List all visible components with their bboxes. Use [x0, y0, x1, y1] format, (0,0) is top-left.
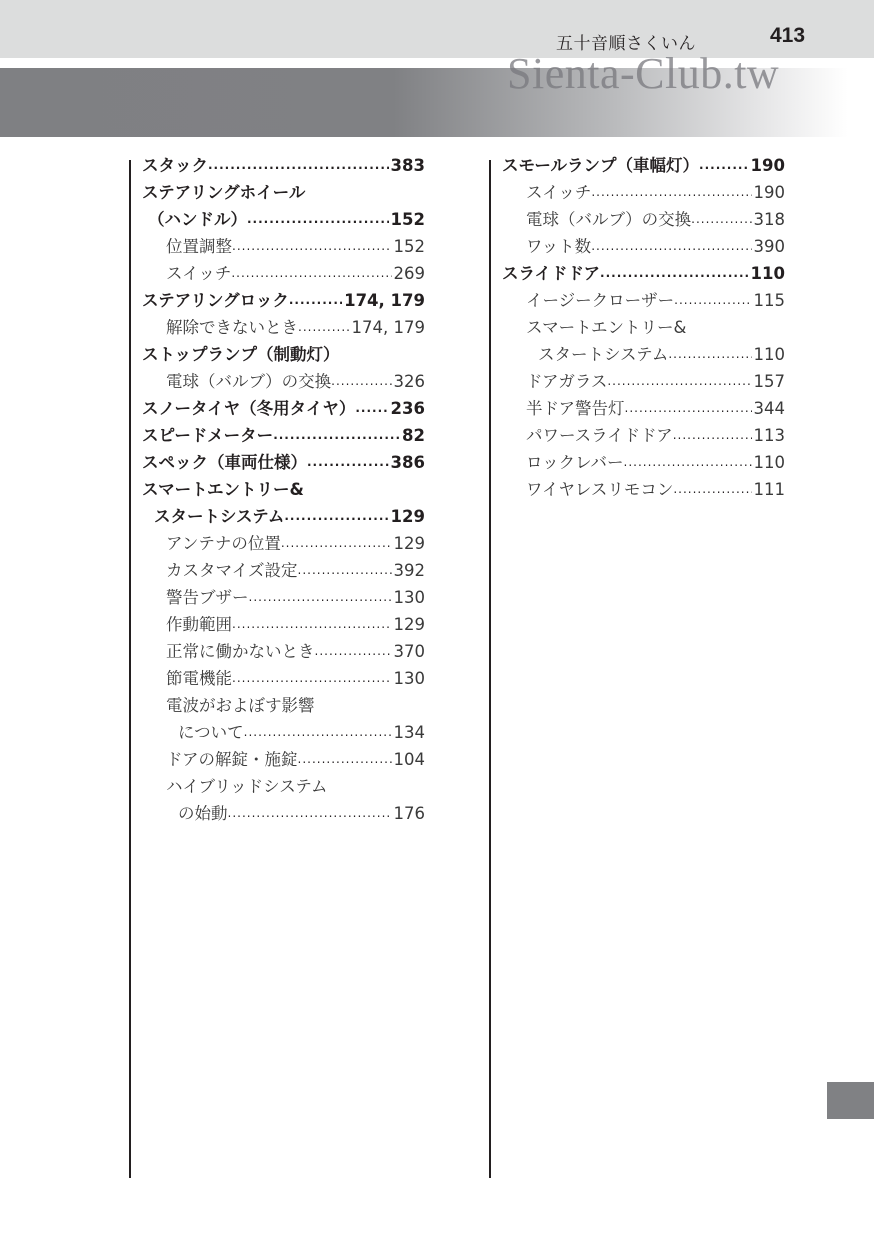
index-entry [142, 719, 425, 746]
dot-leader [289, 287, 342, 314]
dot-leader [600, 260, 749, 287]
index-entry [142, 314, 425, 341]
index-entry-page [315, 692, 317, 719]
index-entry-label: スイッチ [166, 264, 232, 283]
dot-leader [591, 233, 751, 260]
dot-leader [249, 584, 392, 611]
index-entry-page [328, 773, 330, 800]
index-entry-page [304, 476, 306, 503]
index-entry [142, 530, 425, 557]
dot-leader [699, 152, 749, 179]
index-entry-page: 110 [753, 345, 785, 364]
index-entry-page: 129 [390, 507, 425, 526]
index-entry-page: 129 [393, 615, 425, 634]
index-entry-label: ワイヤレスリモコン [526, 480, 674, 499]
index-entry-page: 152 [390, 210, 425, 229]
index-entry [142, 476, 425, 503]
index-entry [502, 206, 785, 233]
index-entry-page: 176 [393, 804, 425, 823]
index-entry [142, 368, 425, 395]
index-entry-label: ステアリングロック [142, 291, 289, 310]
dot-leader [625, 395, 752, 422]
index-entry-label: 電球（バルブ）の交換 [166, 372, 332, 391]
dot-leader [232, 611, 392, 638]
index-entry-label: 半ドア警告灯 [526, 399, 625, 418]
index-entry-label: スピードメーター [142, 426, 274, 445]
index-entry-label: 解除できないとき [166, 318, 298, 337]
index-entry-label: カスタマイズ設定 [166, 561, 298, 580]
index-entry-page: 370 [393, 642, 425, 661]
index-entry-page: 190 [750, 156, 785, 175]
index-entry-page [686, 314, 688, 341]
dot-leader [232, 233, 392, 260]
index-entry-label: スタック [142, 156, 208, 175]
index-entry-page: 110 [750, 264, 785, 283]
index-entry-label: パワースライドドア [526, 426, 673, 445]
index-entry-page: 157 [753, 372, 785, 391]
index-entry-label: スマートエントリー& [526, 318, 687, 337]
dot-leader [298, 746, 392, 773]
index-entry [142, 233, 425, 260]
index-entry [142, 611, 425, 638]
index-entry [502, 422, 785, 449]
index-entry-label: スノータイヤ（冬用タイヤ） [142, 399, 356, 418]
index-entry [142, 287, 425, 314]
dot-leader [281, 530, 392, 557]
index-entry-label: ステアリングホイール [142, 183, 306, 202]
index-entry [142, 800, 425, 827]
watermark: Sienta-Club.tw [507, 49, 780, 98]
index-entry [142, 179, 425, 206]
dot-leader [244, 719, 392, 746]
index-entry [502, 260, 785, 287]
dot-leader [232, 665, 392, 692]
index-entry-page: 152 [393, 237, 425, 256]
section-title: 五十音順さくいん [556, 34, 696, 54]
index-entry-page: 174, 179 [344, 291, 425, 310]
index-entry-label: ストップランプ（制動灯） [142, 345, 340, 364]
dot-leader [331, 368, 391, 395]
index-entry [502, 341, 785, 368]
index-entry-label: 正常に働かないとき [166, 642, 315, 661]
index-entry-label: ハイブリッドシステム [166, 777, 328, 796]
dot-leader [691, 206, 751, 233]
index-entry [502, 152, 785, 179]
index-entry-page: 392 [393, 561, 425, 580]
index-entry-label: （ハンドル） [148, 210, 247, 229]
index-entry-page: 113 [753, 426, 785, 445]
index-entry-page: 104 [393, 750, 425, 769]
index-entry-label: 警告ブザー [166, 588, 249, 607]
index-entry-page: 344 [753, 399, 785, 418]
index-entry-page: 318 [753, 210, 785, 229]
index-column-left [142, 152, 425, 827]
dot-leader [355, 395, 388, 422]
index-entry [502, 368, 785, 395]
dot-leader [298, 314, 350, 341]
index-entry-label: イージークローザー [526, 291, 675, 310]
dot-leader [315, 638, 392, 665]
index-entry [142, 692, 425, 719]
dot-leader [228, 800, 392, 827]
index-entry-label: 作動範囲 [166, 615, 232, 634]
dot-leader [298, 557, 392, 584]
index-entry [502, 287, 785, 314]
dot-leader [673, 476, 751, 503]
index-entry-page: 134 [393, 723, 425, 742]
index-entry-label: スペック（車両仕様） [142, 453, 307, 472]
index-entry [142, 746, 425, 773]
index-entry [502, 233, 785, 260]
index-entry [142, 395, 425, 422]
index-entry-label: ドアの解錠・施錠 [166, 750, 298, 769]
dot-leader [673, 422, 752, 449]
index-entry-page [305, 179, 307, 206]
index-entry-page: 326 [393, 372, 425, 391]
index-entry [142, 638, 425, 665]
index-entry-label: スマートエントリー& [142, 480, 304, 499]
index-entry-label: スライドドア [502, 264, 601, 283]
index-entry [142, 449, 425, 476]
index-entry [142, 773, 425, 800]
dot-leader [284, 503, 388, 530]
page-number: 413 [770, 24, 806, 47]
right-column-rule [489, 160, 491, 1178]
index-entry-page: 129 [393, 534, 425, 553]
index-entry-label: アンテナの位置 [166, 534, 281, 553]
section-thumb-tab [827, 1082, 874, 1119]
index-entry-page: 115 [753, 291, 785, 310]
index-entry [502, 476, 785, 503]
index-entry-page: 190 [753, 183, 785, 202]
index-entry-page: 174, 179 [351, 318, 425, 337]
dot-leader [607, 368, 751, 395]
index-entry-page: 110 [753, 453, 785, 472]
index-entry-page: 236 [390, 399, 425, 418]
left-column-rule [129, 160, 131, 1178]
index-entry-page: 386 [390, 453, 425, 472]
index-entry-label: 節電機能 [166, 669, 232, 688]
index-entry-label: ロックレバー [526, 453, 624, 472]
dot-leader [208, 152, 389, 179]
index-entry-label: の始動 [178, 804, 228, 823]
index-entry [142, 557, 425, 584]
index-entry-page [340, 341, 342, 368]
dot-leader [591, 179, 751, 206]
index-entry-page: 269 [393, 264, 425, 283]
dot-leader [668, 341, 751, 368]
index-entry [502, 395, 785, 422]
index-entry [142, 260, 425, 287]
index-entry [142, 422, 425, 449]
index-entry [502, 449, 785, 476]
index-entry-page: 383 [390, 156, 425, 175]
index-entry-page: 82 [402, 426, 425, 445]
index-entry-label: スイッチ [526, 183, 592, 202]
index-entry-page: 390 [753, 237, 785, 256]
index-entry-label: スモールランプ（車幅灯） [502, 156, 700, 175]
index-entry-page: 130 [393, 588, 425, 607]
index-entry-label: 電波がおよぼす影響 [166, 696, 315, 715]
dot-leader [624, 449, 752, 476]
index-entry [142, 341, 425, 368]
index-entry [142, 665, 425, 692]
index-entry-label: について [178, 723, 244, 742]
dot-leader [231, 260, 391, 287]
index-column-right [502, 152, 785, 503]
index-entry-page: 111 [753, 480, 785, 499]
index-entry [502, 314, 785, 341]
dot-leader [247, 206, 389, 233]
index-entry-label: 位置調整 [166, 237, 232, 256]
index-entry-label: 電球（バルブ）の交換 [526, 210, 692, 229]
index-entry [142, 584, 425, 611]
dot-leader [307, 449, 389, 476]
index-entry-label: スタートシステム [538, 345, 669, 364]
index-entry-label: ドアガラス [526, 372, 608, 391]
index-entry [142, 503, 425, 530]
index-entry-page: 130 [393, 669, 425, 688]
index-entry [502, 179, 785, 206]
index-entry [142, 152, 425, 179]
dot-leader [273, 422, 400, 449]
index-entry-label: ワット数 [526, 237, 592, 256]
index-entry [142, 206, 425, 233]
dot-leader [674, 287, 751, 314]
index-entry-label: スタートシステム [154, 507, 285, 526]
